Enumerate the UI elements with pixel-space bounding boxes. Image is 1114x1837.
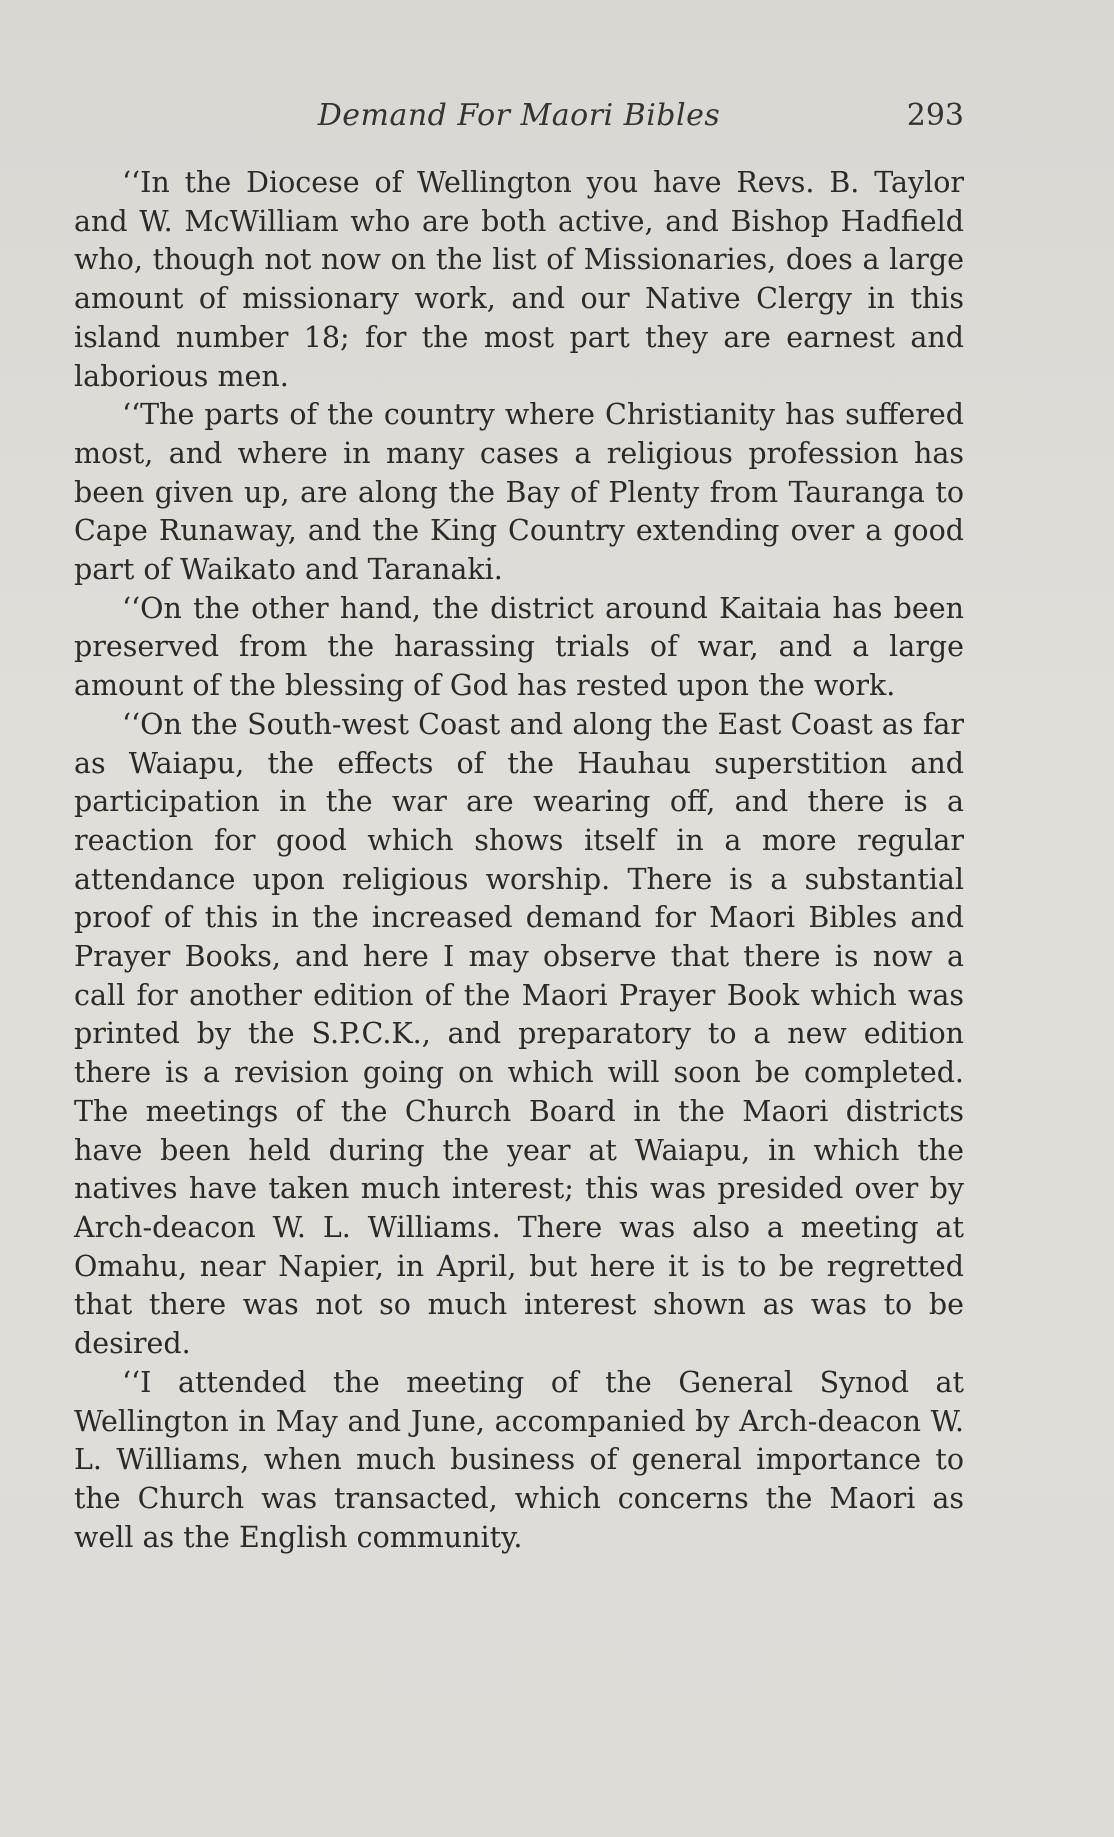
paragraph-diocese-wellington: ‘‘In the Diocese of Wellington you have Revs. B. Taylor and W. McWilliam who are both active, and Bishop Hadfield who, though not now on the list of Missionaries, does a large amount of missionary work, and our Native Clergy in this island number 18; for the most part they are earnest and laborious men. xyxy=(74,166,964,393)
page-header xyxy=(74,98,964,142)
paragraph-east-coast: ‘‘On the South-west Coast and along the East Coast as far as Waiapu, the effects of the Hauhau superstition and participation in the war are wearing off, and there is a reaction for good which shows itself in a more regular attendance upon religious worship. There is a substantial proof of this in the increased demand for Maori Bibles and Prayer Books, and here I may observe that there is now a call for another edition of the Maori Prayer Book which was printed by the S.P.C.K., and preparatory to a new edition there is a revision going on which will soon be completed. The meetings of the Church Board in the Maori districts have been held during the year at Waiapu, in which the natives have taken much interest; this was presided over by Arch-deacon W. L. Williams. There was also a meeting at Omahu, near Napier, in April, but here it is to be regretted that there was not so much interest shown as was to be desired. xyxy=(74,707,964,1361)
paragraph-kaitaia: ‘‘On the other hand, the district around Kaitaia has been preserved from the harassing trials of war, and a large amount of the blessing of God has rested upon the work. xyxy=(74,591,964,703)
paragraph-christianity-suffered: ‘‘The parts of the country where Christianity has suffered most, and where in many cases a religious profession has been given up, are along the Bay of Plenty from Tauranga to Cape Runaway, and the King Country extending over a good part of Waikato and Taranaki. xyxy=(74,398,964,587)
body-text xyxy=(74,164,964,1557)
page-number: 293 xyxy=(906,98,964,133)
running-title: Demand For Maori Bibles xyxy=(317,98,721,133)
paragraph-general-synod: ‘‘I attended the meeting of the General Synod at Wellington in May and June, accompanied by Arch-deacon W. L. Williams, when much business of general importance to the Church was transacted, which concerns the Maori as well as the English community. xyxy=(74,1365,964,1554)
